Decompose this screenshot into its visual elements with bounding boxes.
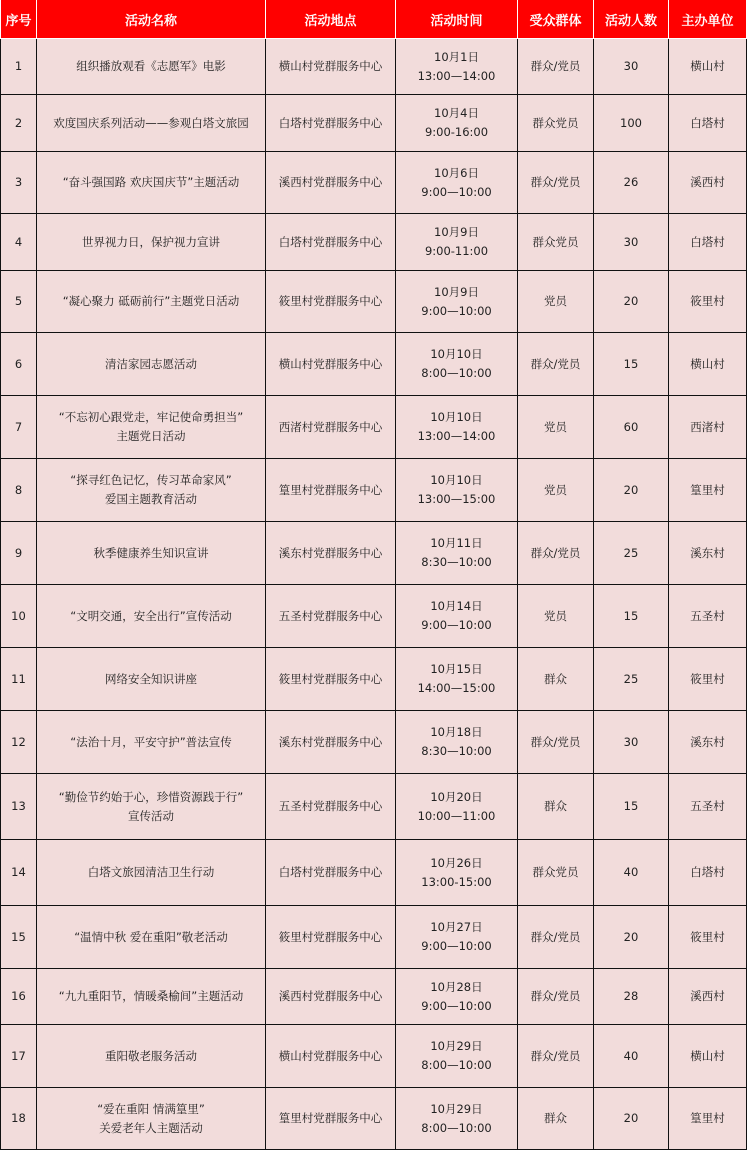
- cell-time: [396, 214, 518, 271]
- cell-time: [396, 271, 518, 333]
- cell-time: [396, 840, 518, 906]
- activity-name-line: “温情中秋 爱在重阳”敬老活动: [74, 929, 228, 944]
- cell-activity-name: [37, 1025, 266, 1088]
- cell-participant-count: 26: [594, 152, 669, 214]
- cell-location: 溪西村党群服务中心: [266, 969, 396, 1025]
- activity-name-line: “凝心聚力 砥砺前行”主题党日活动: [62, 294, 240, 308]
- activity-name-line: 欢度国庆系列活动——参观白塔文旅园: [53, 115, 249, 130]
- activity-name-line: “爱在重阳 情满篁里”: [97, 1101, 205, 1116]
- cell-participant-count: 40: [594, 1025, 669, 1088]
- cell-location: 横山村党群服务中心: [266, 39, 396, 95]
- table-row: [1, 271, 747, 333]
- cell-time: [396, 152, 518, 214]
- cell-host: 溪东村: [669, 711, 747, 774]
- table-row: [1, 906, 747, 969]
- activity-date: 10月29日: [430, 1101, 483, 1116]
- cell-time: [396, 1088, 518, 1150]
- activity-date: 10月10日: [430, 347, 483, 361]
- cell-index: 5: [1, 271, 37, 333]
- cell-participant-count: 20: [594, 271, 669, 333]
- activity-name-line: 重阳敬老服务活动: [105, 1048, 197, 1063]
- cell-time: [396, 39, 518, 95]
- header-row: [1, 0, 747, 39]
- header-location: 活动地点: [266, 0, 396, 39]
- cell-location: 白塔村党群服务中心: [266, 214, 396, 271]
- cell-index: 3: [1, 152, 37, 214]
- table-row: [1, 969, 747, 1025]
- cell-index: 18: [1, 1088, 37, 1150]
- activity-date: 10月27日: [430, 920, 483, 934]
- cell-location: 五圣村党群服务中心: [266, 585, 396, 648]
- cell-host: 筱里村: [669, 648, 747, 711]
- activity-name-line: 主题党日活动: [116, 429, 186, 443]
- activity-name-line: 网络安全知识讲座: [105, 671, 197, 686]
- table-row: [1, 774, 747, 840]
- table-row: [1, 840, 747, 906]
- table-row: [1, 585, 747, 648]
- cell-host: 横山村: [669, 39, 747, 95]
- activity-name-line: “勤俭节约始于心，珍惜资源践于行”: [58, 789, 244, 804]
- activity-name-line: “奋斗强国路 欢庆国庆节”主题活动: [62, 175, 240, 189]
- cell-activity-name: [37, 711, 266, 774]
- cell-participant-count: 30: [594, 711, 669, 774]
- cell-host: 五圣村: [669, 774, 747, 840]
- cell-audience: 群众: [518, 774, 594, 840]
- cell-index: 2: [1, 95, 37, 152]
- cell-index: 6: [1, 333, 37, 396]
- cell-index: 4: [1, 214, 37, 271]
- cell-activity-name: [37, 906, 266, 969]
- cell-audience: 群众: [518, 1088, 594, 1150]
- cell-audience: 党员: [518, 459, 594, 522]
- cell-audience: 群众/党员: [518, 711, 594, 774]
- cell-time: [396, 711, 518, 774]
- activity-name-line: 组织播放观看《志愿军》电影: [76, 59, 226, 73]
- activity-date: 10月1日: [434, 49, 479, 64]
- cell-location: 筱里村党群服务中心: [266, 271, 396, 333]
- cell-participant-count: 15: [594, 774, 669, 840]
- cell-index: 11: [1, 648, 37, 711]
- cell-participant-count: 25: [594, 648, 669, 711]
- cell-audience: 群众党员: [518, 840, 594, 906]
- activity-name-line: 秋季健康养生知识宣讲: [93, 545, 209, 560]
- cell-activity-name: [37, 271, 266, 333]
- activity-time-range: 8:00—10:00: [421, 366, 492, 380]
- cell-time: [396, 396, 518, 459]
- cell-participant-count: 20: [594, 906, 669, 969]
- cell-activity-name: [37, 214, 266, 271]
- activity-time-range: 8:00—10:00: [421, 1120, 492, 1135]
- cell-index: 15: [1, 906, 37, 969]
- activity-time-range: 8:30—10:00: [421, 744, 492, 758]
- cell-activity-name: [37, 459, 266, 522]
- activity-time-range: 9:00-16:00: [424, 125, 489, 139]
- cell-host: 五圣村: [669, 585, 747, 648]
- cell-activity-name: [37, 774, 266, 840]
- cell-activity-name: [37, 95, 266, 152]
- activity-date: 10月9日: [434, 225, 479, 239]
- activity-time-range: 9:00—10:00: [421, 618, 492, 632]
- table-row: [1, 95, 747, 152]
- cell-host: 筱里村: [669, 906, 747, 969]
- activity-name-line: 世界视力日，保护视力宣讲: [82, 234, 220, 249]
- cell-participant-count: 28: [594, 969, 669, 1025]
- cell-participant-count: 15: [594, 585, 669, 648]
- cell-time: [396, 459, 518, 522]
- cell-index: 12: [1, 711, 37, 774]
- cell-participant-count: 30: [594, 214, 669, 271]
- cell-host: 白塔村: [669, 214, 747, 271]
- cell-index: 10: [1, 585, 37, 648]
- cell-time: [396, 333, 518, 396]
- cell-time: [396, 585, 518, 648]
- activity-date: 10月6日: [434, 165, 479, 180]
- table-row: [1, 396, 747, 459]
- cell-host: 溪西村: [669, 152, 747, 214]
- cell-activity-name: [37, 333, 266, 396]
- activity-time-range: 13:00—14:00: [417, 68, 496, 83]
- cell-index: 7: [1, 396, 37, 459]
- cell-time: [396, 906, 518, 969]
- cell-activity-name: [37, 969, 266, 1025]
- cell-audience: 党员: [518, 585, 594, 648]
- table-row: [1, 1088, 747, 1150]
- cell-host: 白塔村: [669, 95, 747, 152]
- activity-name-line: “探寻红色记忆，传习革命家风”: [70, 473, 232, 487]
- cell-participant-count: 40: [594, 840, 669, 906]
- cell-location: 横山村党群服务中心: [266, 333, 396, 396]
- cell-location: 白塔村党群服务中心: [266, 95, 396, 152]
- cell-location: 溪东村党群服务中心: [266, 711, 396, 774]
- cell-location: 横山村党群服务中心: [266, 1025, 396, 1088]
- cell-audience: 群众/党员: [518, 152, 594, 214]
- activity-name-line: “不忘初心跟党走，牢记使命勇担当”: [58, 410, 244, 424]
- cell-audience: 群众/党员: [518, 969, 594, 1025]
- cell-activity-name: [37, 1088, 266, 1150]
- cell-time: [396, 522, 518, 585]
- cell-location: 西渚村党群服务中心: [266, 396, 396, 459]
- activity-date: 10月11日: [430, 536, 483, 550]
- activity-time-range: 13:00-15:00: [421, 874, 492, 889]
- cell-index: 16: [1, 969, 37, 1025]
- cell-host: 筱里村: [669, 271, 747, 333]
- activity-date: 10月10日: [430, 410, 483, 424]
- table-header: [1, 0, 747, 39]
- cell-location: 溪东村党群服务中心: [266, 522, 396, 585]
- activity-time-range: 9:00—10:00: [421, 939, 492, 953]
- cell-index: 14: [1, 840, 37, 906]
- activity-date: 10月28日: [430, 979, 483, 994]
- table-row: [1, 333, 747, 396]
- table-row: [1, 152, 747, 214]
- activity-name-line: “法治十月，平安守护”普法宣传: [70, 734, 232, 749]
- header-time: 活动时间: [396, 0, 518, 39]
- cell-index: 8: [1, 459, 37, 522]
- activity-time-range: 13:00—14:00: [417, 429, 496, 443]
- cell-host: 西渚村: [669, 396, 747, 459]
- activity-name-line: 清洁家园志愿活动: [105, 356, 197, 371]
- activity-name-line: 白塔文旅园清洁卫生行动: [87, 865, 215, 879]
- activity-time-range: 13:00—15:00: [417, 492, 496, 506]
- activity-date: 10月26日: [430, 855, 483, 870]
- cell-activity-name: [37, 39, 266, 95]
- cell-location: 白塔村党群服务中心: [266, 840, 396, 906]
- cell-host: 白塔村: [669, 840, 747, 906]
- cell-index: 1: [1, 39, 37, 95]
- cell-audience: 群众/党员: [518, 1025, 594, 1088]
- table-row: [1, 459, 747, 522]
- cell-activity-name: [37, 840, 266, 906]
- cell-index: 13: [1, 774, 37, 840]
- cell-activity-name: [37, 648, 266, 711]
- cell-audience: 群众党员: [518, 214, 594, 271]
- cell-host: 溪西村: [669, 969, 747, 1025]
- cell-location: 篁里村党群服务中心: [266, 1088, 396, 1150]
- cell-location: 筱里村党群服务中心: [266, 648, 396, 711]
- cell-audience: 群众/党员: [518, 906, 594, 969]
- cell-location: 篁里村党群服务中心: [266, 459, 396, 522]
- table-row: [1, 522, 747, 585]
- header-audience: 受众群体: [518, 0, 594, 39]
- cell-activity-name: [37, 396, 266, 459]
- table-body: [1, 39, 747, 1150]
- activity-name-line: “九九重阳节，情暖桑榆间”主题活动: [58, 989, 244, 1003]
- activity-date: 10月18日: [430, 725, 483, 739]
- cell-host: 横山村: [669, 1025, 747, 1088]
- cell-participant-count: 20: [594, 1088, 669, 1150]
- table-row: [1, 214, 747, 271]
- header-activity-name: 活动名称: [37, 0, 266, 39]
- cell-participant-count: 15: [594, 333, 669, 396]
- cell-audience: 群众: [518, 648, 594, 711]
- cell-time: [396, 95, 518, 152]
- cell-participant-count: 60: [594, 396, 669, 459]
- activity-time-range: 9:00-11:00: [424, 244, 489, 258]
- cell-index: 17: [1, 1025, 37, 1088]
- cell-time: [396, 648, 518, 711]
- activity-time-range: 9:00—10:00: [421, 184, 492, 199]
- cell-audience: 群众党员: [518, 95, 594, 152]
- cell-audience: 群众/党员: [518, 522, 594, 585]
- activity-time-range: 8:00—10:00: [421, 1058, 492, 1072]
- activity-date: 10月15日: [430, 662, 483, 676]
- activity-time-range: 9:00—10:00: [421, 303, 492, 318]
- cell-participant-count: 30: [594, 39, 669, 95]
- activity-time-range: 9:00—10:00: [421, 998, 492, 1013]
- cell-activity-name: [37, 585, 266, 648]
- activity-date: 10月14日: [430, 599, 483, 613]
- header-index: 序号: [1, 0, 37, 39]
- cell-host: 横山村: [669, 333, 747, 396]
- cell-host: 篁里村: [669, 459, 747, 522]
- activity-time-range: 10:00—11:00: [417, 808, 496, 823]
- cell-location: 五圣村党群服务中心: [266, 774, 396, 840]
- table-row: [1, 711, 747, 774]
- table-row: [1, 1025, 747, 1088]
- activity-name-line: 关爱老年人主题活动: [99, 1120, 203, 1135]
- activity-time-range: 14:00—15:00: [417, 681, 496, 695]
- activity-time-range: 8:30—10:00: [421, 555, 492, 569]
- cell-activity-name: [37, 522, 266, 585]
- cell-time: [396, 774, 518, 840]
- activity-name-line: 爱国主题教育活动: [105, 492, 197, 506]
- activity-date: 10月4日: [434, 106, 479, 120]
- cell-audience: 群众/党员: [518, 333, 594, 396]
- cell-participant-count: 25: [594, 522, 669, 585]
- cell-time: [396, 1025, 518, 1088]
- cell-participant-count: 100: [594, 95, 669, 152]
- cell-location: 溪西村党群服务中心: [266, 152, 396, 214]
- cell-audience: 群众/党员: [518, 39, 594, 95]
- cell-participant-count: 20: [594, 459, 669, 522]
- activity-date: 10月9日: [434, 284, 479, 299]
- header-participant-count: 活动人数: [594, 0, 669, 39]
- cell-host: 溪东村: [669, 522, 747, 585]
- cell-index: 9: [1, 522, 37, 585]
- activity-date: 10月20日: [430, 789, 483, 804]
- cell-location: 筱里村党群服务中心: [266, 906, 396, 969]
- cell-time: [396, 969, 518, 1025]
- cell-audience: 党员: [518, 271, 594, 333]
- table-row: [1, 648, 747, 711]
- cell-host: 篁里村: [669, 1088, 747, 1150]
- activity-name-line: “文明交通，安全出行”宣传活动: [70, 608, 232, 623]
- activity-date: 10月10日: [430, 473, 483, 487]
- activity-date: 10月29日: [430, 1039, 483, 1053]
- cell-activity-name: [37, 152, 266, 214]
- cell-audience: 党员: [518, 396, 594, 459]
- header-host: 主办单位: [669, 0, 747, 39]
- activity-name-line: 宣传活动: [128, 808, 174, 823]
- table-row: [1, 39, 747, 95]
